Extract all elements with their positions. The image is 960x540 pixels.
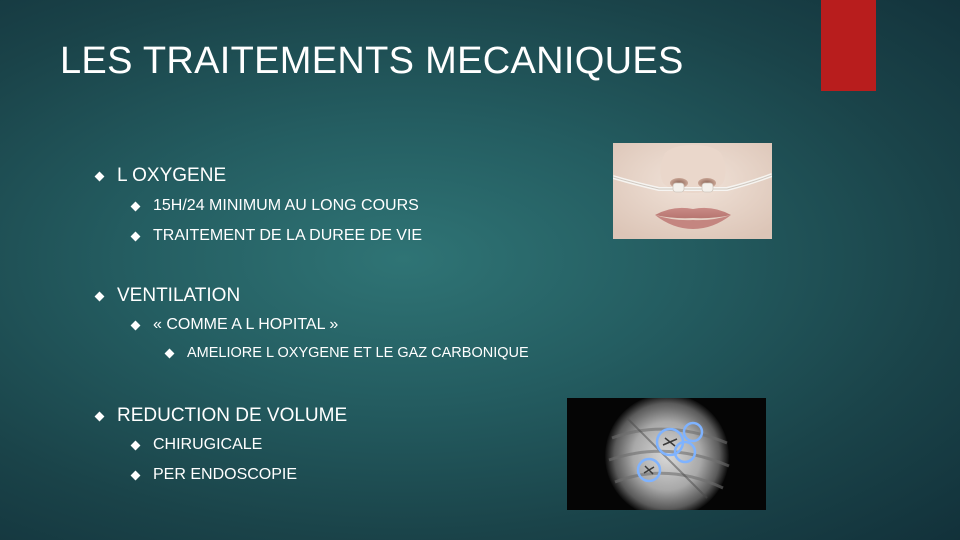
bullet-text: PER ENDOSCOPIE xyxy=(153,466,298,483)
bullet-ventilation-sub1 xyxy=(132,316,338,334)
bullet-ventilation-sub1-sub1 xyxy=(166,345,529,361)
bullet-text: CHIRUGICALE xyxy=(153,436,263,453)
bullet-text: REDUCTION DE VOLUME xyxy=(117,405,348,426)
bullet-reduction xyxy=(96,405,347,427)
diamond-bullet-icon xyxy=(95,291,105,301)
bullet-oxygen-sub2 xyxy=(132,227,422,245)
diamond-bullet-icon xyxy=(95,411,105,421)
bullet-ventilation xyxy=(96,285,240,307)
diamond-bullet-icon xyxy=(165,348,175,358)
diamond-bullet-icon xyxy=(131,231,141,241)
bullet-reduction-sub1 xyxy=(132,436,262,454)
bullet-text: « COMME A L HOPITAL » xyxy=(153,316,339,333)
bullet-text: VENTILATION xyxy=(117,285,241,306)
bullet-text: AMELIORE L OXYGENE ET LE GAZ CARBONIQUE xyxy=(187,345,529,361)
endoscopic-valves-xray xyxy=(567,398,766,510)
accent-bar xyxy=(821,0,876,91)
bullet-text: L OXYGENE xyxy=(117,165,227,186)
diamond-bullet-icon xyxy=(131,440,141,450)
nasal-cannula-illustration xyxy=(613,143,772,239)
bullet-text: TRAITEMENT DE LA DUREE DE VIE xyxy=(153,227,423,244)
diamond-bullet-icon xyxy=(131,201,141,211)
diamond-bullet-icon xyxy=(95,171,105,181)
bullet-oxygen xyxy=(96,165,226,187)
xray-illustration xyxy=(567,398,766,510)
diamond-bullet-icon xyxy=(131,470,141,480)
bullet-reduction-sub2 xyxy=(132,466,297,484)
bullet-text: 15H/24 MINIMUM AU LONG COURS xyxy=(153,197,419,214)
bullet-oxygen-sub1 xyxy=(132,197,419,215)
diamond-bullet-icon xyxy=(131,320,141,330)
slide-title: LES TRAITEMENTS MECANIQUES xyxy=(60,40,684,82)
nasal-cannula-photo xyxy=(613,143,772,239)
